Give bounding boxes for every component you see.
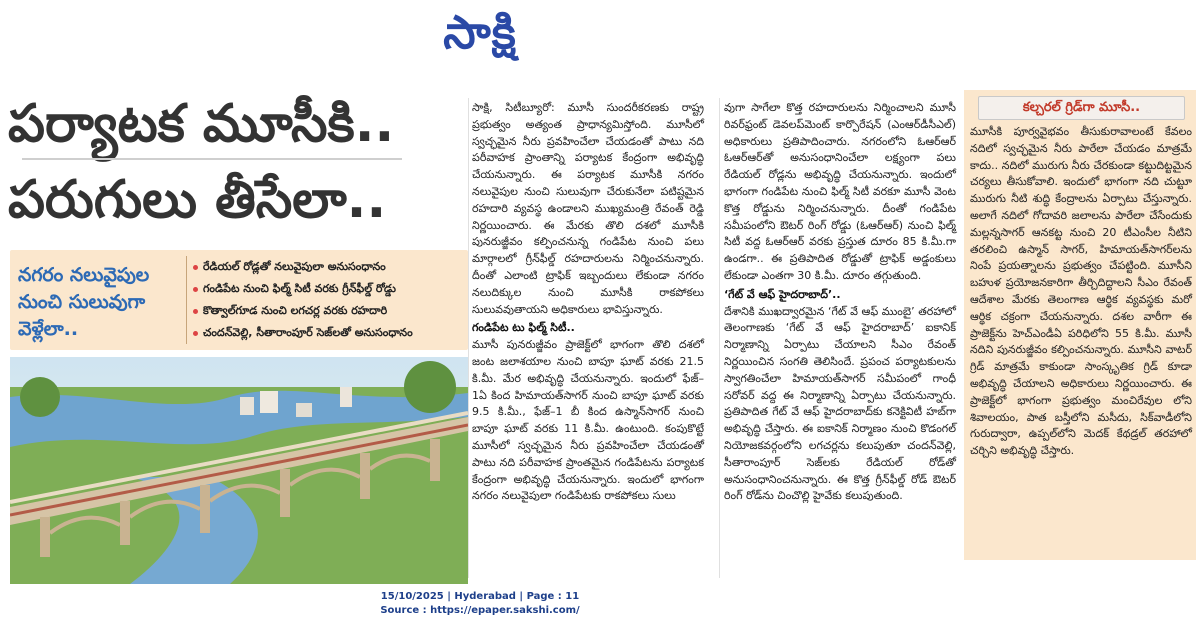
- footer-edition-line: 15/10/2025 | Hyderabad | Page : 11: [380, 591, 580, 602]
- bullet-dot-icon: [193, 265, 198, 270]
- subhead-kicker: [18, 262, 178, 343]
- headline-line-2: పరుగులు తీసేలా..: [8, 170, 387, 230]
- bullet-dot-icon: [193, 331, 198, 336]
- masthead-logo: సాక్షి: [443, 5, 517, 59]
- page-footer: [380, 590, 580, 618]
- subhead-bullet-text: రేడియల్ రోడ్లతో నలువైపులా అనుసంధానం: [203, 260, 386, 273]
- sidebar-paragraph: మూసీకి పూర్వవైభవం తీసుకురావాలంటే కేవలం నదిలో స్వచ్ఛమైన నీరు పారేలా చేయడం మాత్రమే కాదు.. నదిలో మురుగు నీరు చేరకుండా కట్టుదిట్టమైన చర్యలు తీసుకోవాలి. ఇందులో భాగంగా నది చుట్టూ మురుగు నీటి శుద్ధి కేంద్రాలను ఏర్పాటు చేస్తున్నారు. అలాగే నదిలో గోదావరి జలాలను పారేలా చేసేందుకు మల్లన్నసాగర్ ఆనకట్ట నుంచి 20 టీఎంసీల నీటిని తరలించి ఉస్మాన్ సాగర్, హిమాయత్‌సాగర్‌లను నింపే ప్రయత్నాలను ప్రభుత్వం చేపట్టింది. మూసీని బహుళ ప్రయోజనకారిగా తీర్చిదిద్దాలని సీఎం రేవంత్ ఆదేశాల మేరకు తెలంగాణ ఆర్థిక వ్యవస్థకు మరో ఆర్థిక చక్రంగా చేయనున్నారు. దశల వారీగా ఈ ప్రాజెక్ట్‌ను హెచ్‌ఎండీఏ పరిధిలోని 55 కి.మీ. మూసీ నదిని పునరుజ్జీవం కల్పించనున్నారు. మూసీని వాటర్ గ్రిడ్ మాత్రమే కాకుండా సాంస్కృతిక గ్రిడ్ కూడా అభివృద్ధి చేయాలని అధికారులు నిర్ణయించారు. ఈ ప్రాజెక్ట్‌లో భాగంగా ప్రభుత్వం మంచిరేవుల లోని శివాలయం, పాత బస్తీలోని మసీదు, సిక్‌వాడీలోని గురుద్వారా, ఉప్పల్‌లోని మెదక్ కేథడ్రల్ తరహాలో చర్చిని అభివృద్ధి చేస్తారు.: [970, 125, 1192, 458]
- article-paragraph: సాక్షి, సిటీబ్యూరో: మూసీ సుందరీకరణకు రాష్ట్ర ప్రభుత్వం అత్యంత ప్రాధాన్యమిస్తోంది. మూసీలో స్వచ్ఛమైన నీరు ప్రవహించేలా చేయడంతో పాటు నది పరీవాహక ప్రాంతాన్ని పర్యాటక కేంద్రంగా అభివృద్ధి చేయనున్నారు. ఈ పర్యాటక మూసీకి నగరం నలువైపుల నుంచి సులువుగా చేరుకునేలా పటిష్టమైన రహదారి వ్యవస్థ ఉండాలని ముఖ్యమంత్రి రేవంత్ రెడ్డి నిర్ణయించారు. ఈ మేరకు తొలి దశలో మూసీకి పునరుజ్జీవం కల్పించనున్న గండిపేట నుంచి పలు మార్గాలలో గ్రీన్‌ఫీల్డ్ రహదారులను నిర్మించనున్నారు. దీంతో ఎలాంటి ట్రాఫిక్ ఇబ్బందులు లేకుండా నగరం నలుదిక్కుల నుంచి మూసీకి రాకపోకలు సులువవుతాయని అధికారులు భావిస్తున్నారు.: [472, 101, 704, 316]
- subhead-bullet-text: కొత్వాల్‌గూడ నుంచి లగచర్ల వరకు రహదారి: [203, 304, 388, 317]
- article-paragraph: మూసీ పునరుజ్జీవం ప్రాజెక్ట్‌లో భాగంగా తొలి దశలో జంట జలాశయాల నుంచి బాపూ ఘాట్ వరకు 21.5 కి.మీ. మేర అభివృద్ధి చేయనున్నారు. ఇందులో ఫేజ్–1ఏ కింద హిమాయత్‌సాగర్ నుంచి బాపూ ఘాట్ వరకు 9.5 కి.మీ., ఫేజ్–1 బీ కింద ఉస్మాన్‌సాగర్ నుంచి బాపూ ఘాట్ వరకు 11 కి.మీ. ఉంటుంది. కంపుకొట్టే మూసీలో స్వచ్ఛమైన నీరు ప్రవహించేలా చేయడంతో పాటు నది పరీవాహక ప్రాంతమైన గండిపేటను పర్యాటక కేంద్రంగా అభివృద్ధి చేయనున్నారు. ఇందులో భాగంగా నగరం నలువైపులా గండిపేటకు రాకపోకలు సులు: [472, 338, 704, 503]
- article-subheading: గండిపేట టు ఫిల్మ్ సిటీ..: [472, 321, 575, 335]
- column-divider: [468, 98, 469, 578]
- subhead-bullet-text: చందన్‌వెల్లి, సీతారాంపూర్ సెజ్‌లతో అనుసంధానం: [203, 326, 413, 339]
- article-column-2: [724, 100, 956, 505]
- subhead-kicker-line: నుంచి సులువుగా: [18, 291, 146, 313]
- subhead-bullet-list: [186, 256, 473, 344]
- subhead-bullet: [193, 300, 473, 322]
- sidebar-title: కల్చరల్ గ్రిడ్‌గా మూసీ..: [978, 96, 1185, 120]
- river-bridge-illustration: [10, 357, 468, 584]
- river-bridge-photo: [10, 357, 468, 584]
- footer-source-link[interactable]: Source : https://epaper.sakshi.com/: [380, 605, 580, 616]
- subhead-bullet: [193, 278, 473, 300]
- sidebar-column: [970, 124, 1192, 460]
- subhead-kicker-line: వెళ్లేలా..: [18, 318, 79, 340]
- bullet-dot-icon: [193, 287, 198, 292]
- headline-line-1: పర్యాటక మూసీకి..: [8, 94, 395, 154]
- article-paragraph: దేశానికి ముఖద్వారమైన ‘గేట్ వే ఆఫ్ ముంబై’ తరహాలో తెలంగాణకు ‘గేట్ వే ఆఫ్ హైదరాబాద్’ ఐకానిక్ నిర్మాణాన్ని ఏర్పాటు చేయాలని సీఎం రేవంత్ నిర్ణయించిన సంగతి తెలిసిందే. ప్రపంచ పర్యాటకులను స్వాగతించేలా హిమాయత్‌సాగర్ సమీపంలో గాంధీ సరోవర్ వద్ద ఈ నిర్మాణాన్ని ఏర్పాటు చేయనున్నారు. ప్రతిపాదిత గేట్ వే ఆఫ్ హైదరాబాద్‌కు కనెక్టివిటీ హబ్‌గా అభివృద్ధి చేస్తారు. ఈ ఐకానిక్ నిర్మాణం నుంచి కొడంగల్ నియోజకవర్గంలోని లగచర్లను కలుపుతూ చందన్‌వెల్లి, సీతారాంపూర్ సెజ్‌లకు రేడియల్ రోడ్‌తో అనుసంధానించనున్నారు. ఈ కొత్త గ్రీన్‌ఫీల్డ్ రోడ్ ఔటర్ రింగ్ రోడ్‌ను చించొల్లి హైవేకు కలుపుతుంది.: [724, 304, 956, 503]
- subhead-bullet-text: గండిపేట నుంచి ఫిల్మ్ సిటీ వరకు గ్రీన్‌ఫీల్డ్ రోడ్డు: [203, 282, 396, 295]
- headline-divider: [22, 158, 402, 160]
- subhead-box: [10, 250, 468, 350]
- article-subheading: ‘గేట్ వే ఆఫ్ హైదరాబాద్’..: [724, 287, 841, 301]
- subhead-kicker-line: నగరం నలువైపుల: [18, 264, 150, 286]
- article-column-1: [472, 100, 704, 505]
- column-divider: [719, 98, 720, 578]
- subhead-bullet: [193, 256, 473, 278]
- bullet-dot-icon: [193, 309, 198, 314]
- subhead-bullet: [193, 322, 473, 344]
- article-paragraph: వుగా సాగేలా కొత్త రహదారులను నిర్మించాలని మూసీ రివర్‌ఫ్రంట్ డెవలప్‌మెంట్ కార్పొరేషన్ (ఎంఆర్‌డీసీఎల్) అధికారులు ప్రతిపాదించారు. నగరంలోని ఓఆర్‌ఆర్ ఓఆర్‌ఆర్‌తో అనుసంధానించేలా లక్ష్యంగా పలు రేడియల్ రోడ్లను అభివృద్ధి చేయనున్నారు. ఇందులో భాగంగా గండిపేట నుంచి ఫిల్మ్ సిటీ వరకూ మూసీ వెంట కొత్త రోడ్డును నిర్మించనున్నారు. దీంతో గండిపేట సమీపంలోని ఔటర్ రింగ్ రోడ్డు (ఓఆర్‌ఆర్) నుంచి ఫిల్మ్ సిటీ వద్ద ఓఆర్‌ఆర్ వరకు ప్రస్తుత దూరం 85 కి.మీ.గా ఉండగా.. ఈ ప్రతిపాదిత రోడ్డుతో ట్రాఫిక్ అడ్డంకులు లేకుండా ఎంతగా 30 కి.మీ. దూరం తగ్గుతుంది.: [724, 101, 956, 282]
